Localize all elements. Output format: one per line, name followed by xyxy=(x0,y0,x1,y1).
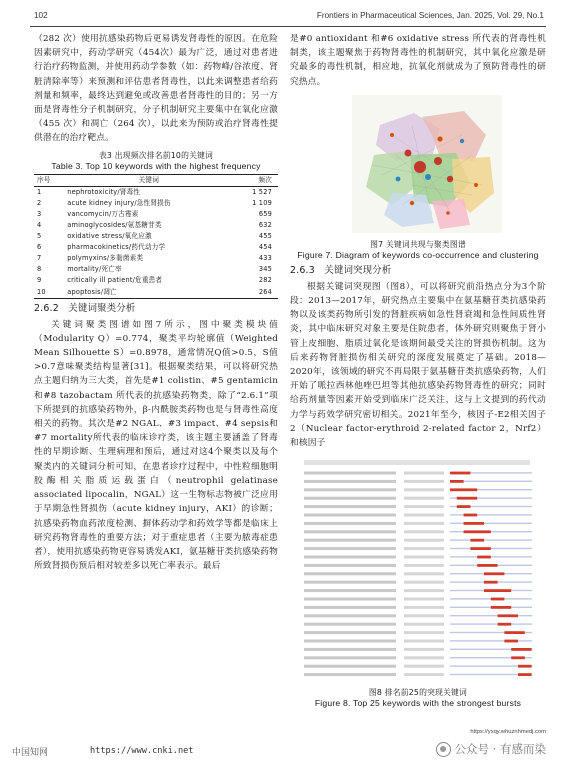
burst-bar xyxy=(511,657,525,660)
burst-keyword-placeholder xyxy=(304,505,396,508)
burst-keyword-placeholder xyxy=(304,547,396,550)
table-cell-keyword: polymyxins/多黏菌素类 xyxy=(67,254,144,263)
burst-stat-placeholder xyxy=(404,547,444,550)
page-header xyxy=(34,11,544,25)
burst-keyword-placeholder xyxy=(304,623,396,626)
burst-bar xyxy=(484,589,511,592)
burst-keyword-placeholder xyxy=(304,564,396,567)
table-row xyxy=(34,198,278,209)
burst-keyword-placeholder xyxy=(304,489,396,492)
burst-keyword-placeholder xyxy=(304,631,396,634)
cluster-map-graphic xyxy=(352,95,502,233)
burst-bar xyxy=(457,497,477,500)
burst-keyword-placeholder xyxy=(304,497,396,500)
table-cell-frequency: 1 109 xyxy=(252,198,272,207)
journal-website: https://yxqy.whuznhmedj.com xyxy=(470,729,546,735)
wechat-icon xyxy=(436,742,451,757)
table-cell-rank: 9 xyxy=(37,276,42,285)
burst-stat-placeholder xyxy=(404,640,444,643)
burst-bar xyxy=(450,472,470,475)
burst-bar xyxy=(518,673,532,676)
burst-stat-placeholder xyxy=(404,489,444,492)
burst-timeline xyxy=(450,540,532,541)
burst-stat-placeholder xyxy=(404,522,444,525)
burst-stat-placeholder xyxy=(404,673,444,676)
table-cell-rank: 6 xyxy=(37,243,42,252)
right-column xyxy=(290,32,546,709)
burst-bar xyxy=(504,640,518,643)
wechat-watermark xyxy=(436,741,546,757)
burst-stat-placeholder xyxy=(404,606,444,609)
burst-chart-graphic xyxy=(300,456,536,684)
header-rule xyxy=(30,26,546,27)
burst-bar xyxy=(464,531,491,534)
burst-bar xyxy=(491,598,505,601)
table-cell-rank: 4 xyxy=(37,221,42,229)
table-cell-rank: 7 xyxy=(37,254,42,263)
left-paragraph-1: （282 次）使用抗感染药物后更易诱发肾毒性的原因。在危险因素研究中，药动学研究（454次）最为广泛，通过对患者进行治疗药物监测，并使用药动学参数（如：药物峰/谷浓度、肾脏清除率等）来预测和评估患者肾毒性，以此来调整患者给药剂量和频率，最终达到避免或改善患者肾毒性的目的；另一方面是肾毒性分子机制研究，分子机制研究主要集中在氧化应激（455 次）和凋亡（264 次），以此来为预防或治疗肾毒性提供潜在的治疗靶点。 xyxy=(34,34,278,144)
table-row xyxy=(34,186,278,198)
table-row xyxy=(34,275,278,286)
burst-bar xyxy=(504,631,524,634)
table-cell-keyword: vancomycin/万古霉素 xyxy=(67,209,139,218)
table3 xyxy=(34,174,278,299)
burst-timeline xyxy=(450,514,532,515)
left-column xyxy=(34,32,278,573)
table-cell-frequency: 264 xyxy=(258,287,272,296)
burst-timeline xyxy=(450,556,532,557)
burst-header-placeholder xyxy=(304,460,530,465)
table-cell-keyword: critically ill patient/危重患者 xyxy=(67,276,163,285)
burst-stat-placeholder xyxy=(404,531,444,534)
table-row xyxy=(34,264,278,275)
left-paragraph-2: 关键词聚类图谱如图7所示，图中聚类模块值（Modularity Q）=0.774，聚类平均轮廓值（Weighted Mean Silhouette S）=0.8978，通常情况Q值>0.5，S值>0.7意味聚类结构显著[31]。根据聚类结果，可以将研究热点主题归纳为三大类，首先是#1 colistin、#5 gentamicin 和#8 tazobactam 所代表的抗感染药物类，除了“2.6.1”项下所提到的抗感染药物外，β-内酰胺类药物也是与肾毒性高度相关的药物。其次是#2 NGAL、#3 impact、#4 sepsis和#7 mortality所代表的临床诊疗类，该主题主要涵盖了肾毒性的早期诊断、生理病理和预后，通过对这4个聚类以及每个聚类内的关键词分析可知，在患者诊疗过程中，中性粒细胞明胶酶相关脂质运载蛋白（neutrophil gelatinase associated lipocalin，NGAL）这一生物标志物被广泛应用于早期急性肾损伤（acute kidney injury，AKI）的诊断；抗感染药物血药浓度检测、摒体药动学和药效学等都是临床上研究药物肾毒性的重要方法；对于重症患者（主要为脓毒症患者），使用抗感染药物更容易诱发AKI，氨基糖苷类抗感染药物所致肾损伤预后相对较差多以死亡率表示。最后 xyxy=(34,319,278,572)
figure8-caption-en: Figure 8. Top 25 keywords with the strongest bursts xyxy=(314,698,522,709)
figure8-burst-chart xyxy=(300,456,536,684)
burst-keyword-placeholder xyxy=(304,581,396,584)
burst-keyword-placeholder xyxy=(304,589,396,592)
section-2-6-3-heading: 2.6.3 关键词突现分析 xyxy=(290,264,392,276)
burst-timeline xyxy=(450,615,532,616)
burst-keyword-placeholder xyxy=(304,673,396,676)
burst-stat-placeholder xyxy=(404,514,444,517)
figure8-caption-cn: 图8 排名前25的突现关键词 xyxy=(368,688,468,698)
journal-citation: Frontiers in Pharmaceutical Sciences, Jan. 2025, Vol. 29, No.1 xyxy=(316,11,544,20)
burst-stat-placeholder xyxy=(404,480,444,483)
table-row xyxy=(34,242,278,253)
table-cell-rank: 2 xyxy=(37,198,42,207)
burst-bar xyxy=(511,648,531,651)
table3-title-en: Table 3. Top 10 keywords with the highest frequency xyxy=(51,160,261,171)
burst-keyword-placeholder xyxy=(304,531,396,534)
burst-bar xyxy=(457,505,471,508)
table-cell-frequency: 454 xyxy=(258,243,272,252)
burst-timeline xyxy=(450,624,532,625)
burst-stat-placeholder xyxy=(404,657,444,660)
cnki-url: https://www.cnki.net xyxy=(90,746,194,756)
burst-bar xyxy=(470,539,484,542)
burst-timeline xyxy=(450,548,532,549)
burst-keyword-placeholder xyxy=(304,606,396,609)
right-paragraph-1: 是#0 antioxidant 和#6 oxidative stress 所代表的肾毒性机制类，该主题聚焦于药物肾毒性的机制研究，其中氧化应激是研究最多的毒性机制，相应地，抗氧化剂就成为了预防肾毒性的研究热点。 xyxy=(290,34,546,87)
burst-bar xyxy=(450,480,464,483)
burst-keyword-placeholder xyxy=(304,514,396,517)
burst-stat-placeholder xyxy=(404,589,444,592)
table-cell-keyword: aminoglycosides/氨基糖苷类 xyxy=(67,221,162,229)
burst-keyword-placeholder xyxy=(304,615,396,618)
table-cell-frequency: 282 xyxy=(258,276,272,285)
burst-stat-placeholder xyxy=(404,472,444,475)
burst-bar xyxy=(464,514,478,517)
watermark-text: 公众号 · 有感而染 xyxy=(454,742,546,756)
burst-stat-placeholder xyxy=(404,505,444,508)
burst-bar xyxy=(498,623,512,626)
table-cell-frequency: 345 xyxy=(258,265,272,274)
burst-bar xyxy=(477,564,497,567)
burst-keyword-placeholder xyxy=(304,665,396,668)
burst-bar xyxy=(470,547,490,550)
table-row xyxy=(34,253,278,264)
burst-stat-placeholder xyxy=(404,556,444,559)
burst-bar xyxy=(477,556,491,559)
burst-keyword-placeholder xyxy=(304,648,396,651)
burst-bar xyxy=(491,606,511,609)
table-cell-rank: 1 xyxy=(37,187,42,196)
burst-bar xyxy=(518,665,532,668)
table-cell-frequency: 659 xyxy=(258,209,272,218)
table-cell-frequency: 433 xyxy=(258,254,272,263)
burst-stat-placeholder xyxy=(404,631,444,634)
table-row xyxy=(34,287,278,299)
table-cell-keyword: nephrotoxicity/肾毒性 xyxy=(67,187,141,196)
table-cell-keyword: acute kidney injury/急性肾损伤 xyxy=(67,198,171,207)
burst-timeline xyxy=(450,640,532,641)
burst-keyword-placeholder xyxy=(304,640,396,643)
burst-keyword-placeholder xyxy=(304,556,396,559)
table-header-keyword: 关键词 xyxy=(138,175,159,184)
table-header-rank: 序号 xyxy=(37,175,51,184)
table-row xyxy=(34,231,278,242)
burst-bar xyxy=(450,489,477,492)
table-cell-frequency: 1 527 xyxy=(252,187,272,196)
figure7-caption-en: Figure 7. Diagram of keywords co-occurrence and clustering xyxy=(297,249,539,260)
burst-keyword-placeholder xyxy=(304,522,396,525)
burst-bar xyxy=(484,581,498,584)
table-cell-rank: 10 xyxy=(37,287,46,296)
table-cell-frequency: 455 xyxy=(258,232,272,241)
burst-timeline xyxy=(450,523,532,524)
burst-keyword-placeholder xyxy=(304,657,396,660)
burst-keyword-placeholder xyxy=(304,472,396,475)
figure7-caption-cn: 图7 关键词共现与聚类图谱 xyxy=(370,239,466,249)
table-cell-keyword: oxidative stress/氧化应激 xyxy=(67,232,152,241)
table-cell-rank: 5 xyxy=(37,232,42,241)
burst-stat-placeholder xyxy=(404,665,444,668)
table-header-frequency: 频次 xyxy=(258,175,272,184)
burst-bar xyxy=(498,615,518,618)
burst-stat-placeholder xyxy=(404,623,444,626)
burst-bar xyxy=(464,522,484,525)
table-row xyxy=(34,209,278,220)
table-cell-keyword: pharmacokinetics/药代动力学 xyxy=(67,243,166,252)
table3-title-cn: 表3 出现频次排名前10的关键词 xyxy=(98,150,214,160)
burst-timeline xyxy=(450,531,532,532)
section-2-6-2-heading: 2.6.2 关键词聚类分析 xyxy=(34,302,136,314)
figure7-cluster-map xyxy=(352,95,502,233)
burst-keyword-placeholder xyxy=(304,539,396,542)
table-cell-frequency: 632 xyxy=(258,221,272,229)
burst-keyword-placeholder xyxy=(304,573,396,576)
right-paragraph-2: 根据关键词突现图（图8），可以将研究前沿热点分为3个阶段：2013—2017年，研究热点主要集中在氨基糖苷类抗感染药物以及该类药物所引发的肾脏疾病如急性肾衰竭和急性间质性肾炎，其中临床研究对象主要是住院患者，体外研究则聚焦于肾小管上皮细胞、脂质过氧化是该期间最受关注的肾损伤机制。这为后来药物肾脏损伤相关研究的深度发展奠定了基础。2018—2020年，该领域的研究不再局限于氨基糖苷类抗感染药物，人们开始了哌拉西林他唑巴坦等其他抗感染药物肾毒性的研究；同时给药剂量等因素开始受到临床广泛关注，这与上文提到的药代动力学与药效学研究密切相关。2021年至今，核因子-E2相关因子2（Nuclear factor-erythroid 2-related factor 2，Nrf2）和核因子 xyxy=(290,281,546,449)
burst-stat-placeholder xyxy=(404,581,444,584)
burst-stat-placeholder xyxy=(404,497,444,500)
table-cell-rank: 3 xyxy=(37,209,42,218)
burst-stat-placeholder xyxy=(404,573,444,576)
table-cell-keyword: apoptosis/凋亡 xyxy=(67,287,117,296)
burst-stat-placeholder xyxy=(404,598,444,601)
burst-keyword-placeholder xyxy=(304,480,396,483)
cnki-logo-text: 中国知网 xyxy=(12,748,49,758)
table-cell-rank: 8 xyxy=(37,265,42,274)
page-number: 102 xyxy=(34,11,48,20)
burst-stat-placeholder xyxy=(404,648,444,651)
burst-stat-placeholder xyxy=(404,615,444,618)
burst-keyword-placeholder xyxy=(304,598,396,601)
table-row xyxy=(34,220,278,231)
burst-stat-placeholder xyxy=(404,564,444,567)
table-cell-keyword: mortality/死亡率 xyxy=(67,265,122,274)
table-header-row xyxy=(34,174,278,186)
burst-stat-placeholder xyxy=(404,539,444,542)
burst-bar xyxy=(484,573,504,576)
